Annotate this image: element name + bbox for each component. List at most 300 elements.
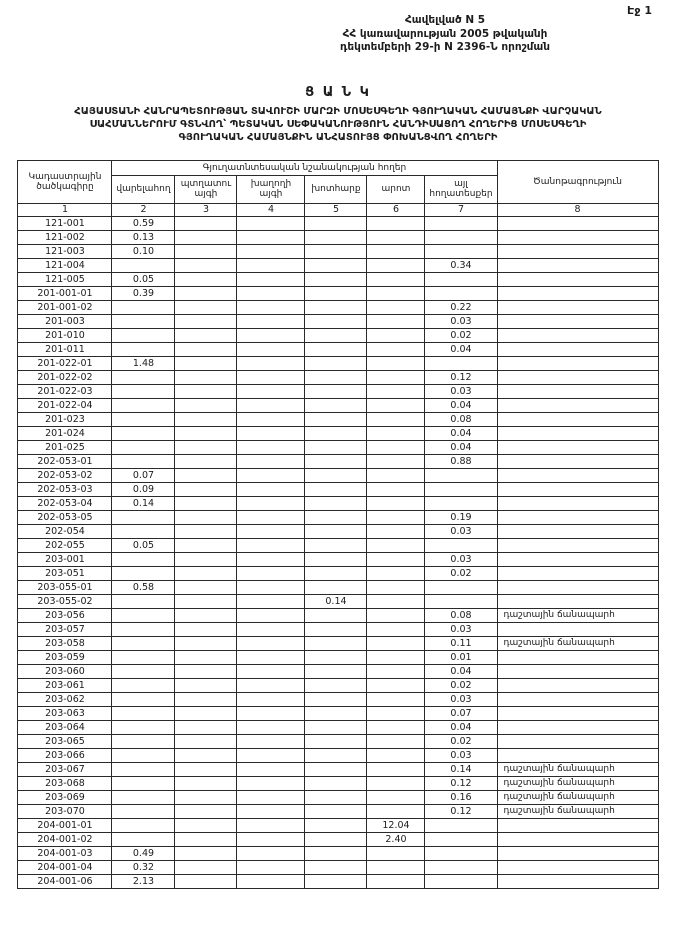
cell-value <box>175 440 237 454</box>
cell-value: 1.48 <box>112 356 175 370</box>
cell-value: 0.12 <box>425 370 497 384</box>
cell-value: 0.03 <box>425 622 497 636</box>
cell-value <box>305 510 367 524</box>
cell-value <box>237 426 305 440</box>
cell-value <box>425 874 497 888</box>
cell-value <box>367 398 425 412</box>
cell-value <box>237 440 305 454</box>
cell-note <box>497 398 658 412</box>
cell-value <box>367 846 425 860</box>
cell-value: 0.02 <box>425 734 497 748</box>
cell-value <box>305 580 367 594</box>
cell-value <box>237 804 305 818</box>
cell-value <box>112 818 175 832</box>
cell-value <box>175 314 237 328</box>
cell-value: 0.02 <box>425 566 497 580</box>
table-row <box>18 482 658 496</box>
appendix-header-line-3: դեկտեմբերի 29-ի N 2396-Ն որոշման <box>339 41 551 54</box>
cell-value <box>237 874 305 888</box>
cell-value <box>175 706 237 720</box>
cell-value <box>425 468 497 482</box>
cell-value <box>367 538 425 552</box>
cell-value <box>112 524 175 538</box>
cell-value <box>112 832 175 846</box>
cell-value <box>112 454 175 468</box>
cell-value <box>305 496 367 510</box>
document-subtitle <box>0 105 676 144</box>
cell-note <box>497 566 658 580</box>
cell-value <box>305 300 367 314</box>
cell-value <box>237 594 305 608</box>
table-row <box>18 412 658 426</box>
cell-value <box>425 846 497 860</box>
cell-value <box>175 384 237 398</box>
cell-value <box>175 398 237 412</box>
cell-value <box>237 706 305 720</box>
cell-value <box>175 566 237 580</box>
cell-value <box>305 454 367 468</box>
cell-value <box>367 272 425 286</box>
subtitle-line-1: ՀԱՅԱՍՏԱՆԻ ՀԱՆՐԱՊԵՏՈՒԹՅԱՆ ՏԱՎՈՒՇԻ ՄԱՐԶԻ ՄՈՍԵՍԳԵՂԻ ԳՅՈՒՂԱԿԱՆ ՀԱՄԱՅՆՔԻ ՎԱՐՉԱԿԱՆ <box>74 105 602 117</box>
cell-value <box>237 230 305 244</box>
cell-value <box>237 398 305 412</box>
cell-value <box>112 328 175 342</box>
cell-value: 0.59 <box>112 216 175 230</box>
table-row <box>18 706 658 720</box>
cell-code: 121-003 <box>18 244 112 258</box>
cell-value <box>237 608 305 622</box>
cell-value <box>112 692 175 706</box>
cell-value: 0.14 <box>112 496 175 510</box>
cell-value: 2.13 <box>112 874 175 888</box>
table-row <box>18 804 658 818</box>
cell-value <box>237 762 305 776</box>
cell-code: 201-003 <box>18 314 112 328</box>
col-number-3: 3 <box>175 203 237 216</box>
cell-note <box>497 664 658 678</box>
table-row <box>18 510 658 524</box>
cell-value <box>367 342 425 356</box>
table-row <box>18 440 658 454</box>
cell-value: 0.32 <box>112 860 175 874</box>
table-row <box>18 384 658 398</box>
cell-value <box>305 846 367 860</box>
table-row <box>18 454 658 468</box>
cell-code: 201-022-02 <box>18 370 112 384</box>
cell-value <box>305 524 367 538</box>
cell-value <box>175 622 237 636</box>
cell-value <box>175 286 237 300</box>
cell-value <box>175 412 237 426</box>
table-row <box>18 244 658 258</box>
cell-value <box>175 216 237 230</box>
cell-value <box>305 734 367 748</box>
cell-value <box>175 846 237 860</box>
cell-note <box>497 524 658 538</box>
table-row <box>18 426 658 440</box>
table-row <box>18 720 658 734</box>
cell-value <box>305 818 367 832</box>
cell-value <box>367 412 425 426</box>
cell-value <box>237 636 305 650</box>
cell-code: 201-011 <box>18 342 112 356</box>
cell-value <box>175 482 237 496</box>
cell-value <box>237 258 305 272</box>
cell-note <box>497 622 658 636</box>
cell-code: 203-061 <box>18 678 112 692</box>
cell-value <box>112 398 175 412</box>
cell-note <box>497 496 658 510</box>
cell-value <box>305 860 367 874</box>
cell-code: 202-053-01 <box>18 454 112 468</box>
document-title: Ց Ա Ն Կ <box>305 84 371 100</box>
cell-value <box>175 860 237 874</box>
cell-value <box>237 790 305 804</box>
cell-value <box>305 468 367 482</box>
cell-value: 0.04 <box>425 342 497 356</box>
cell-value <box>112 412 175 426</box>
cell-value: 0.14 <box>305 594 367 608</box>
cell-value: 0.08 <box>425 608 497 622</box>
cell-value <box>367 762 425 776</box>
table-row <box>18 650 658 664</box>
table-row <box>18 692 658 706</box>
cell-value <box>305 832 367 846</box>
cell-code: 201-001-01 <box>18 286 112 300</box>
cell-code: 203-070 <box>18 804 112 818</box>
cell-value <box>237 664 305 678</box>
subtitle-line-2: ՍԱՀՄԱՆՆԵՐՈՒՄ ԳՏՆՎՈՂ՝ ՊԵՏԱԿԱՆ ՍԵՓԱԿԱՆՈՒԹՅՈՒՆ ՀԱՆԴԻՍԱՑՈՂ ՀՈՂԵՐԻՑ ՄՈՍԵՍԳԵՂԻ <box>89 118 587 130</box>
cell-value <box>367 650 425 664</box>
cell-value <box>175 776 237 790</box>
cell-value: 0.39 <box>112 286 175 300</box>
cell-value <box>305 538 367 552</box>
cell-value <box>367 594 425 608</box>
col-number-1: 1 <box>18 203 112 216</box>
cell-note <box>497 818 658 832</box>
cell-note <box>497 258 658 272</box>
cell-value <box>237 314 305 328</box>
cell-note <box>497 440 658 454</box>
cell-code: 202-053-03 <box>18 482 112 496</box>
cell-value: 0.03 <box>425 524 497 538</box>
cell-value <box>175 300 237 314</box>
cell-value <box>305 790 367 804</box>
table-row <box>18 356 658 370</box>
cell-value <box>112 720 175 734</box>
cell-note <box>497 286 658 300</box>
cell-code: 203-060 <box>18 664 112 678</box>
cell-value <box>367 664 425 678</box>
cell-note <box>497 748 658 762</box>
cell-value <box>425 860 497 874</box>
cell-code: 121-002 <box>18 230 112 244</box>
cell-note <box>497 846 658 860</box>
cell-note: դաշտային ճանապարհ <box>497 790 658 804</box>
cell-value <box>305 314 367 328</box>
cell-value: 0.34 <box>425 258 497 272</box>
cell-value <box>175 538 237 552</box>
table-row <box>18 608 658 622</box>
table-row <box>18 370 658 384</box>
cell-code: 201-022-04 <box>18 398 112 412</box>
cell-value <box>237 678 305 692</box>
cell-value <box>367 706 425 720</box>
table-row <box>18 328 658 342</box>
cell-value <box>175 258 237 272</box>
cell-value <box>305 398 367 412</box>
cell-note <box>497 482 658 496</box>
cell-note <box>497 272 658 286</box>
cell-value <box>367 636 425 650</box>
col-header-note: Ծանոթագրություն <box>497 160 658 203</box>
cell-value <box>175 650 237 664</box>
cell-note <box>497 734 658 748</box>
cell-code: 204-001-04 <box>18 860 112 874</box>
cell-code: 203-056 <box>18 608 112 622</box>
cell-value <box>305 804 367 818</box>
cell-note: դաշտային ճանապարհ <box>497 636 658 650</box>
cell-code: 203-067 <box>18 762 112 776</box>
cell-code: 203-055-02 <box>18 594 112 608</box>
cell-value <box>237 524 305 538</box>
cell-value <box>237 412 305 426</box>
appendix-header <box>280 0 610 55</box>
column-number-row <box>18 203 658 216</box>
cell-code: 202-053-05 <box>18 510 112 524</box>
cell-value <box>305 748 367 762</box>
cell-note <box>497 706 658 720</box>
cell-value <box>237 748 305 762</box>
cell-value <box>305 230 367 244</box>
cell-code: 203-068 <box>18 776 112 790</box>
cell-code: 203-001 <box>18 552 112 566</box>
cell-value <box>425 832 497 846</box>
col-header-other-land-types: այլ հողատեսքեր <box>425 175 497 203</box>
cell-value <box>367 426 425 440</box>
cell-value <box>175 748 237 762</box>
cell-value <box>237 510 305 524</box>
cell-code: 121-004 <box>18 258 112 272</box>
cell-value <box>425 356 497 370</box>
cell-value <box>367 510 425 524</box>
cell-value <box>367 244 425 258</box>
cell-note <box>497 342 658 356</box>
cell-value <box>367 454 425 468</box>
cell-note <box>497 468 658 482</box>
cell-note <box>497 860 658 874</box>
cell-value <box>305 216 367 230</box>
cell-note <box>497 650 658 664</box>
cell-note <box>497 230 658 244</box>
cell-value <box>367 258 425 272</box>
cell-value <box>305 412 367 426</box>
table-row <box>18 566 658 580</box>
cell-code: 203-065 <box>18 734 112 748</box>
cell-code: 202-054 <box>18 524 112 538</box>
cell-note: դաշտային ճանապարհ <box>497 762 658 776</box>
cell-value <box>175 790 237 804</box>
col-header-pasture: արոտ <box>367 175 425 203</box>
cell-value <box>367 328 425 342</box>
table-row <box>18 622 658 636</box>
cell-value <box>367 300 425 314</box>
cell-value <box>237 734 305 748</box>
cell-value <box>305 356 367 370</box>
table-row <box>18 678 658 692</box>
cell-value <box>305 370 367 384</box>
cell-value <box>425 482 497 496</box>
cell-value: 12.04 <box>367 818 425 832</box>
table-row <box>18 552 658 566</box>
cell-value: 0.04 <box>425 426 497 440</box>
cell-value <box>367 776 425 790</box>
cell-value <box>305 328 367 342</box>
cell-note <box>497 552 658 566</box>
cell-value: 0.02 <box>425 678 497 692</box>
cell-value <box>305 384 367 398</box>
cell-value <box>305 762 367 776</box>
cell-value <box>175 734 237 748</box>
col-header-fruit-orchard: պտղատու այգի <box>175 175 237 203</box>
cell-value <box>367 524 425 538</box>
cell-value <box>367 692 425 706</box>
cell-value <box>237 860 305 874</box>
table-row <box>18 762 658 776</box>
cell-value <box>305 272 367 286</box>
table-row <box>18 524 658 538</box>
cell-value <box>305 566 367 580</box>
cell-value: 0.13 <box>112 230 175 244</box>
cell-code: 204-001-06 <box>18 874 112 888</box>
cell-value <box>175 552 237 566</box>
cell-value <box>112 776 175 790</box>
cell-value <box>175 804 237 818</box>
cell-value <box>175 272 237 286</box>
cell-value <box>237 552 305 566</box>
appendix-header-line-2: ՀՀ կառավարության 2005 թվականի <box>342 27 548 40</box>
cell-value: 0.10 <box>112 244 175 258</box>
cell-code: 203-066 <box>18 748 112 762</box>
cell-value <box>305 664 367 678</box>
table-row <box>18 468 658 482</box>
cell-value <box>367 496 425 510</box>
cell-code: 203-059 <box>18 650 112 664</box>
cell-note <box>497 356 658 370</box>
cell-note <box>497 510 658 524</box>
table-row <box>18 846 658 860</box>
cell-code: 202-053-04 <box>18 496 112 510</box>
cell-value: 0.01 <box>425 650 497 664</box>
cell-value: 0.04 <box>425 664 497 678</box>
cell-value: 0.58 <box>112 580 175 594</box>
cell-code: 203-063 <box>18 706 112 720</box>
cell-value <box>175 664 237 678</box>
table-row <box>18 300 658 314</box>
cell-value: 0.07 <box>112 468 175 482</box>
cell-value <box>305 440 367 454</box>
appendix-header-line-1: Հավելված N 5 <box>404 14 486 26</box>
cell-value <box>175 342 237 356</box>
cell-value <box>237 580 305 594</box>
cell-value <box>425 538 497 552</box>
cell-value <box>237 468 305 482</box>
cell-value <box>367 580 425 594</box>
cell-value: 0.22 <box>425 300 497 314</box>
cell-value <box>112 342 175 356</box>
col-group-header-agricultural-lands: Գյուղատնտեսական նշանակության հողեր <box>112 160 497 175</box>
cell-value: 0.04 <box>425 398 497 412</box>
cell-value <box>237 776 305 790</box>
cell-value <box>112 314 175 328</box>
cell-value: 0.04 <box>425 720 497 734</box>
cell-value <box>112 678 175 692</box>
table-row <box>18 748 658 762</box>
cell-value <box>175 370 237 384</box>
cell-value <box>237 538 305 552</box>
cell-value <box>175 468 237 482</box>
page-number: Էջ 1 <box>627 4 652 17</box>
cell-note: դաշտային ճանապարհ <box>497 608 658 622</box>
col-number-6: 6 <box>367 203 425 216</box>
cell-value <box>237 566 305 580</box>
table-row <box>18 342 658 356</box>
cell-value <box>175 720 237 734</box>
cell-value <box>305 426 367 440</box>
subtitle-line-3: ԳՅՈՒՂԱԿԱՆ ՀԱՄԱՅՆՔԻՆ ԱՆՀԱՏՈՒՅՑ ՓՈԽԱՆՑՎՈՂ ՀՈՂԵՐԻ <box>178 131 498 143</box>
cell-value <box>367 608 425 622</box>
table-row <box>18 230 658 244</box>
cell-value <box>237 832 305 846</box>
cell-value <box>305 244 367 258</box>
col-header-hayfield: խոտհարք <box>305 175 367 203</box>
cell-value <box>367 384 425 398</box>
cell-code: 203-051 <box>18 566 112 580</box>
cell-value <box>237 370 305 384</box>
table-row <box>18 314 658 328</box>
cell-value: 0.07 <box>425 706 497 720</box>
cell-code: 203-069 <box>18 790 112 804</box>
cell-value <box>237 650 305 664</box>
cell-value <box>425 272 497 286</box>
cell-value <box>175 762 237 776</box>
table-row <box>18 496 658 510</box>
table-row <box>18 776 658 790</box>
cell-note <box>497 580 658 594</box>
cell-value <box>112 636 175 650</box>
table-row <box>18 818 658 832</box>
table-row <box>18 860 658 874</box>
cell-value <box>175 818 237 832</box>
cell-value: 0.03 <box>425 314 497 328</box>
table-row <box>18 538 658 552</box>
cell-code: 201-001-02 <box>18 300 112 314</box>
cell-note <box>497 832 658 846</box>
cell-value <box>367 734 425 748</box>
col-number-5: 5 <box>305 203 367 216</box>
cell-value <box>112 734 175 748</box>
cell-value <box>237 692 305 706</box>
cell-value: 0.09 <box>112 482 175 496</box>
cell-code: 201-022-03 <box>18 384 112 398</box>
cell-value <box>112 664 175 678</box>
cell-value: 0.14 <box>425 762 497 776</box>
cell-value <box>175 510 237 524</box>
cell-value <box>367 356 425 370</box>
cell-value <box>305 874 367 888</box>
cell-value <box>367 440 425 454</box>
cell-value <box>112 608 175 622</box>
